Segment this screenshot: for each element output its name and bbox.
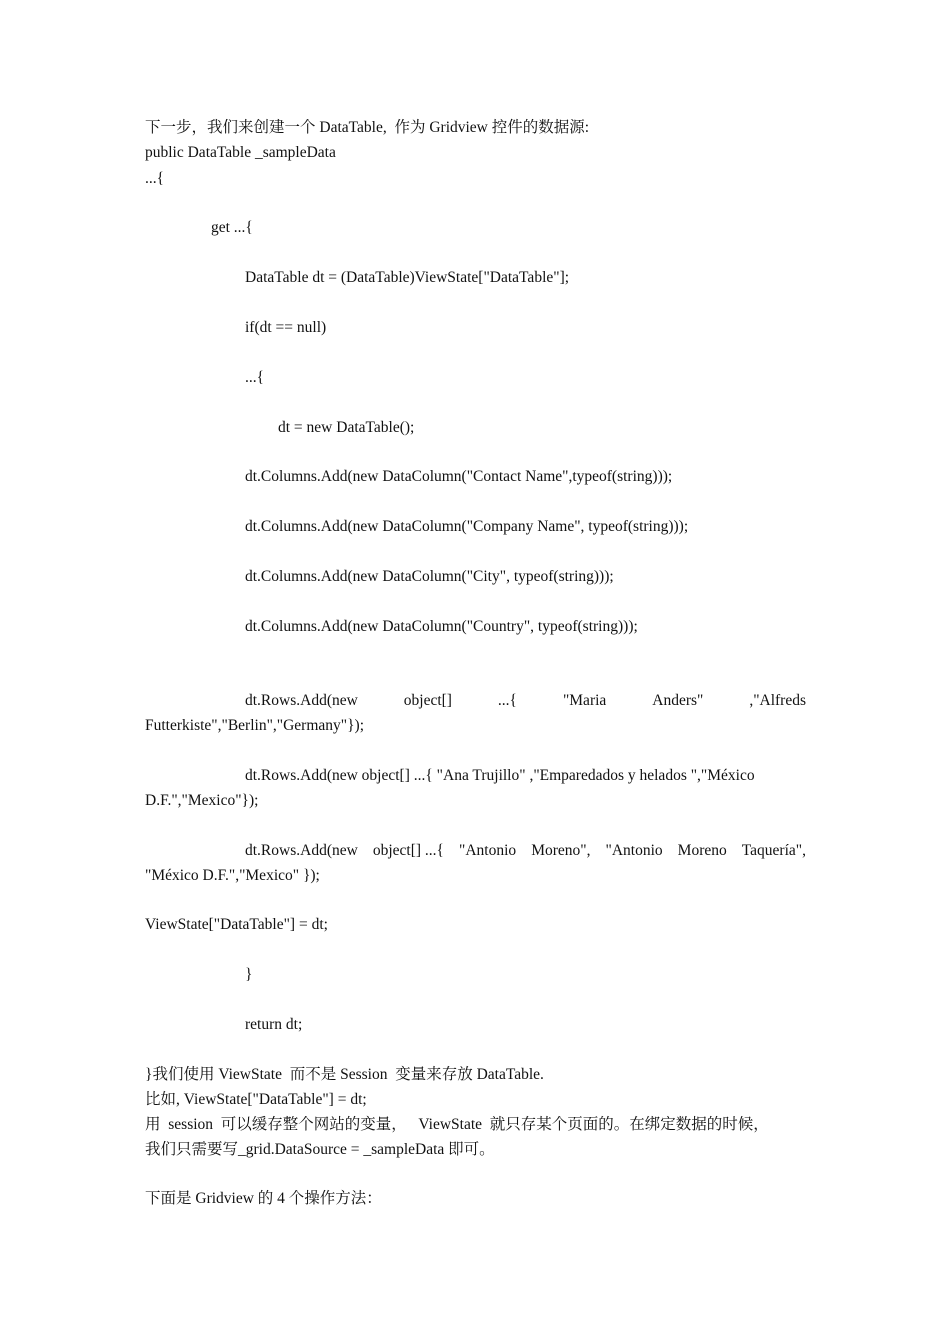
- code-column-contact: dt.Columns.Add(new DataColumn("Contact Name",typeof(string)));: [245, 468, 673, 485]
- text-paragraph-line: 下面是 Gridview 的 4 个操作方法：: [145, 1190, 382, 1207]
- code-word: ,"Alfreds: [749, 692, 806, 709]
- intro-line: 下一步，我们来创建一个 DataTable, 作为 Gridview 控件的数据源:: [145, 119, 590, 136]
- code-word: dt.Rows.Add(new: [245, 692, 358, 709]
- code-open-brace: ...{: [145, 170, 165, 187]
- text-paragraph-line: }我们使用 ViewState 而不是 Session 变量来存放 DataTable.: [145, 1066, 544, 1083]
- code-close-brace: }: [245, 966, 253, 983]
- code-word: "Maria: [562, 692, 607, 709]
- code-word: Anders": [652, 692, 704, 709]
- code-dt-decl: DataTable dt = (DataTable)ViewState["DataTable"];: [245, 269, 570, 286]
- code-row2-continuation: D.F.","Mexico"});: [145, 792, 259, 809]
- code-new-datatable: dt = new DataTable();: [278, 419, 415, 436]
- code-word: dt.Rows.Add(new: [245, 842, 358, 859]
- code-word: Taquería",: [741, 842, 806, 859]
- code-word: "Antonio: [605, 842, 663, 859]
- code-column-company: dt.Columns.Add(new DataColumn("Company Name", typeof(string)));: [245, 518, 689, 535]
- code-column-country: dt.Columns.Add(new DataColumn("Country", typeof(string)));: [245, 618, 638, 635]
- code-viewstate-assign: ViewState["DataTable"] = dt;: [145, 916, 328, 933]
- code-row1-line: [245, 691, 806, 711]
- code-inner-open-brace: ...{: [245, 369, 265, 386]
- code-row3-line: [245, 841, 806, 861]
- code-word: "Antonio: [459, 842, 517, 859]
- code-word: object[]: [403, 692, 452, 709]
- text-paragraph-line: 用 session 可以缓存整个网站的变量， ViewState 就只存某个页面的。在绑定数据的时候，: [145, 1116, 769, 1133]
- code-get: get ...{: [211, 219, 253, 236]
- code-word: Moreno: [677, 842, 727, 859]
- code-word: Moreno",: [531, 842, 591, 859]
- text-paragraph-line: 比如, ViewState["DataTable"] = dt;: [145, 1091, 367, 1108]
- code-word: object[] ...{: [372, 842, 444, 859]
- code-row3-continuation: "México D.F.","Mexico" });: [145, 867, 320, 884]
- code-if-null: if(dt == null): [245, 319, 327, 336]
- code-column-city: dt.Columns.Add(new DataColumn("City", typeof(string)));: [245, 568, 614, 585]
- code-row2-line: dt.Rows.Add(new object[] ...{ "Ana Trujillo" ,"Emparedados y helados ","México: [245, 767, 755, 784]
- code-row1-continuation: Futterkiste","Berlin","Germany"});: [145, 717, 365, 734]
- code-signature: public DataTable _sampleData: [145, 144, 336, 161]
- text-paragraph-line: 我们只需要写_grid.DataSource = _sampleData 即可。: [145, 1141, 495, 1158]
- code-word: ...{: [497, 692, 517, 709]
- code-return: return dt;: [245, 1016, 303, 1033]
